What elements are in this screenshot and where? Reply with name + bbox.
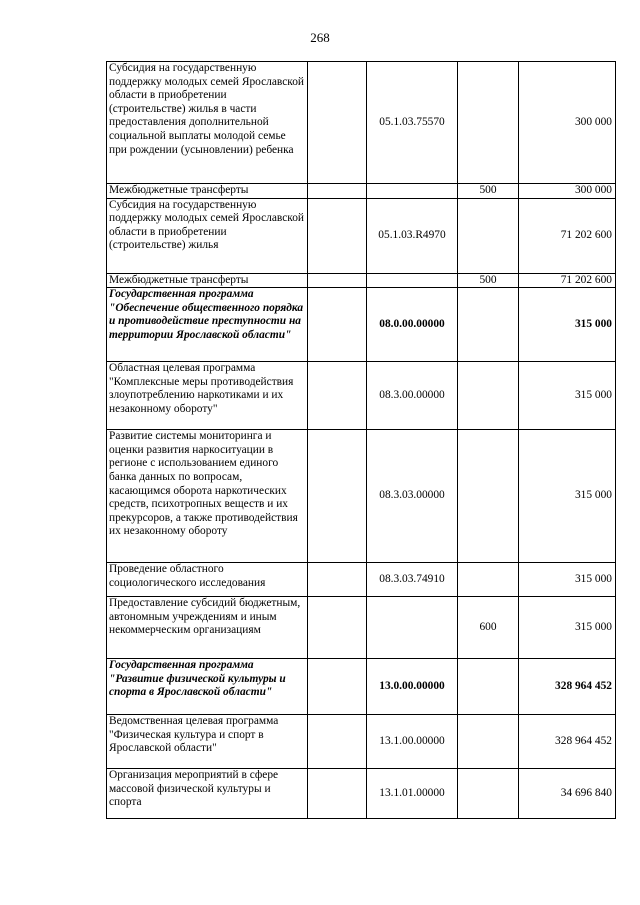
row-empty-cell — [308, 769, 367, 819]
row-sum: 300 000 — [519, 62, 616, 184]
table-row — [107, 563, 616, 597]
row-sum: 71 202 600 — [519, 273, 616, 288]
row-name: Развитие системы мониторинга и оценки развития наркоситуации в регионе с использованием единого банка данных по вопросам, касающимся оборота наркотических средств, психотропных веществ и их прекурсоров, а также противодействия их незаконному обороту — [107, 430, 308, 563]
row-empty-cell — [308, 288, 367, 362]
row-sum: 300 000 — [519, 184, 616, 199]
row-sum: 328 964 452 — [519, 659, 616, 715]
row-expense-type — [458, 769, 519, 819]
row-sum: 328 964 452 — [519, 715, 616, 769]
row-name: Субсидия на государственную поддержку молодых семей Ярославской области в приобретении (строительстве) жилья в части предоставления дополнительной социальной выплаты молодой семье при рождении (усыновлении) ребенка — [107, 62, 308, 184]
row-empty-cell — [308, 184, 367, 199]
row-sum: 315 000 — [519, 430, 616, 563]
row-name: Субсидия на государственную поддержку молодых семей Ярославской области в приобретении (строительстве) жилья — [107, 198, 308, 273]
row-code — [367, 597, 458, 659]
row-expense-type — [458, 62, 519, 184]
row-code: 05.1.03.75570 — [367, 62, 458, 184]
row-expense-type: 500 — [458, 273, 519, 288]
row-code: 13.1.00.00000 — [367, 715, 458, 769]
row-code: 08.0.00.00000 — [367, 288, 458, 362]
row-code — [367, 184, 458, 199]
table-row — [107, 362, 616, 430]
page-number: 268 — [310, 30, 330, 45]
row-empty-cell — [308, 198, 367, 273]
row-empty-cell — [308, 362, 367, 430]
row-sum: 315 000 — [519, 362, 616, 430]
table-row — [107, 715, 616, 769]
row-expense-type — [458, 288, 519, 362]
row-expense-type — [458, 430, 519, 563]
row-empty-cell — [308, 597, 367, 659]
row-expense-type: 600 — [458, 597, 519, 659]
row-name: Межбюджетные трансферты — [107, 273, 308, 288]
budget-table — [106, 61, 616, 819]
table-row — [107, 430, 616, 563]
row-sum: 315 000 — [519, 288, 616, 362]
table-row — [107, 659, 616, 715]
row-name: Организация мероприятий в сфере массовой физической культуры и спорта — [107, 769, 308, 819]
row-sum: 34 696 840 — [519, 769, 616, 819]
row-code: 08.3.03.00000 — [367, 430, 458, 563]
row-expense-type — [458, 362, 519, 430]
row-expense-type — [458, 563, 519, 597]
row-name: Государственная программа "Обеспечение общественного порядка и противодействие преступности на территории Ярославской области" — [107, 288, 308, 362]
row-empty-cell — [308, 563, 367, 597]
row-empty-cell — [308, 62, 367, 184]
row-code: 05.1.03.R4970 — [367, 198, 458, 273]
row-code — [367, 273, 458, 288]
row-name: Областная целевая программа "Комплексные меры противодействия злоупотреблению наркотиками и их незаконному обороту" — [107, 362, 308, 430]
table-row — [107, 273, 616, 288]
row-name: Ведомственная целевая программа "Физическая культура и спорт в Ярославской области" — [107, 715, 308, 769]
row-expense-type — [458, 198, 519, 273]
table-row — [107, 597, 616, 659]
row-name: Межбюджетные трансферты — [107, 184, 308, 199]
row-name: Государственная программа "Развитие физической культуры и спорта в Ярославской области" — [107, 659, 308, 715]
row-empty-cell — [308, 715, 367, 769]
row-sum: 315 000 — [519, 597, 616, 659]
row-expense-type — [458, 659, 519, 715]
row-code: 08.3.03.74910 — [367, 563, 458, 597]
table-row — [107, 769, 616, 819]
row-code: 13.0.00.00000 — [367, 659, 458, 715]
row-code: 08.3.00.00000 — [367, 362, 458, 430]
row-code: 13.1.01.00000 — [367, 769, 458, 819]
row-name: Предоставление субсидий бюджетным, автономным учреждениям и иным некоммерческим организациям — [107, 597, 308, 659]
table-row — [107, 184, 616, 199]
row-sum: 315 000 — [519, 563, 616, 597]
row-expense-type: 500 — [458, 184, 519, 199]
table-row — [107, 288, 616, 362]
row-sum: 71 202 600 — [519, 198, 616, 273]
row-empty-cell — [308, 273, 367, 288]
table-row — [107, 62, 616, 184]
row-expense-type — [458, 715, 519, 769]
row-empty-cell — [308, 659, 367, 715]
row-name: Проведение областного социологического исследования — [107, 563, 308, 597]
table-row — [107, 198, 616, 273]
row-empty-cell — [308, 430, 367, 563]
